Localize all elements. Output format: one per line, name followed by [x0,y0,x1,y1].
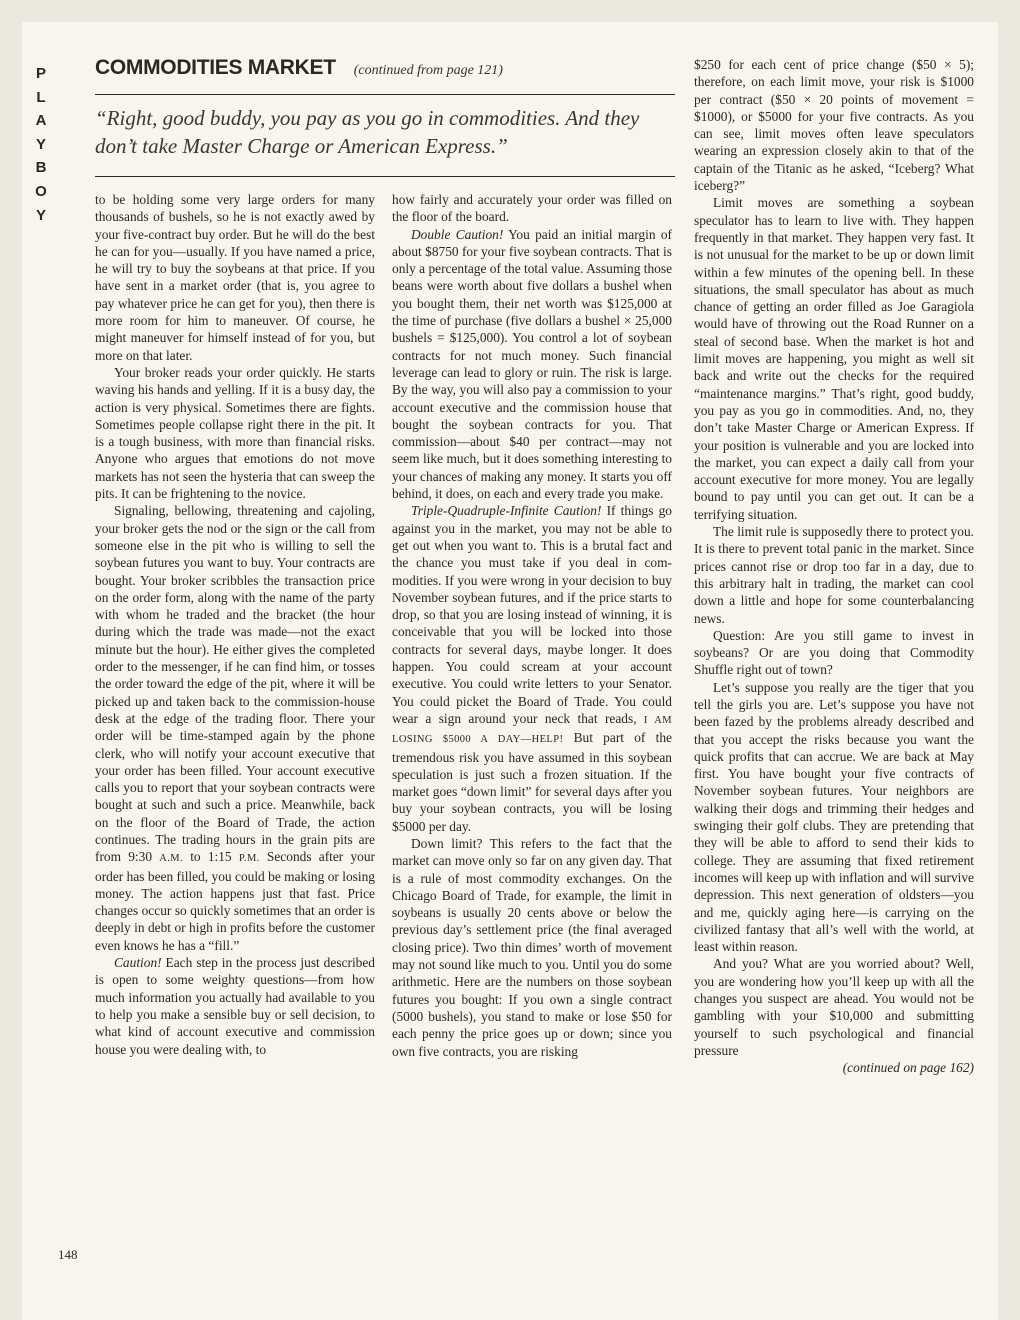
paragraph: Limit moves are something a soybean speculator has to learn to live with. They happen frequently in that market. They happen very fast. It is not unusual for the market to be up or down limit within a few minutes of the opening bell. In these situations, the small speculator has about as much chance of getting an order filled as Joe Garagiola would have of throwing out the Road Runner on a steal of second base. When the market is hot and limit moves are happening, you might as well sit back and write out the checks for the required “maintenance margins.” That’s right, good buddy, you pay as you go in commodities. And, no, they don’t take Master Charge or American Express. If your position is vulnerable and you are locked into the market, you can expect a daily call from your account executive for more money. You are legally bound to pay until you can get out. It can be a terrifying situation. [694,195,974,522]
caution-lead: Triple-Quadruple-Infinite Caution! [411,503,602,519]
paragraph [392,502,672,835]
magazine-name-letter: A [35,112,47,130]
paragraph [95,954,375,1058]
paragraph: And you? What are you worried about? Well, you are wondering how you’ll keep up with all the changes you suspect are ahead. You would not be gambling with your $10,000 and submitting yourself to such psychological and financial pressure [694,956,974,1058]
page-number: 148 [58,1247,78,1262]
time-am: A.M. [159,853,184,865]
paragraph: Down limit? This refers to the fact that the market can move only so far on any given day. That is a rule of most commodity exchanges. On the Chicago Board of Trade, for example, the limit in soybeans is usually 20 cents above or below the previous day’s settlement price (the final averaged closing price). Two thin dimes’ worth of movement may not sound like much to you. Until you do some arithmetic. Here are the numbers on those soybean futures you bought: If you own a single contract (5000 bushels), you stand to make or lose $50 for each penny the price goes up or down; since you own five contracts, you are risking [392,835,672,1059]
paragraph: how fairly and accurately your order was filled on the floor of the board. [392,192,672,225]
text-column-3 [694,56,974,1077]
paragraph: Let’s suppose you really are the tiger that you tell the girls you are. Let’s suppose you have not been fazed by the problems already described and that you accept the risks because you want the quick profits that can accrue. We are back at May first. You have bought your five contracts of November soybean futures. Your neighbors are walking their dogs and trimming their hedges and swinging their golf clubs. They are pretending that they will be able to afford to send their kids to college. They are assuming that fixed retirement incomes will keep up with inflation and will survive depression. This next generation of oldsters—you and me, quickly aging here—is carrying on the civilized fantasy that all’s well with the world, at least within reason. [694,679,974,955]
magazine-name-letter: L [36,88,46,106]
caution-lead: Double Caution! [411,226,504,242]
paragraph-text: to 1:15 [183,849,239,865]
time-pm: P.M. [238,853,260,865]
magazine-name-letter: P [35,65,46,82]
section-title: COMMODITIES MARKET [95,56,336,79]
article-header [95,56,503,80]
paragraph-text: But part of the tremendous risk you have assumed in this soybean speculation is just such a frozen situation. If the market goes “down limit” for several days after you buy your soybean contracts, you will be losing $5000 per day. [392,730,672,834]
paragraph: to be holding some very large orders for many thousands of bushels, so he is not exactly awed by your five-contract buy order. But he will do the best he can for you—usually. If you have named a price, he will try to buy the soybeans at that price. If you have sent in a market order (that is, you agree to pay whatever price he can get for you), then there is more room for him to maneuver. Of course, he might maneuver for himself instead of for you, but more on that later. [95,192,375,363]
paragraph-text: If things go against you in the market, you may not be able to get out when you want to. This is a brutal fact and the chance you must take if you deal in commodities. If you were wrong in your decision to buy November soybean futures, and if the price starts to drop, so that you are losing instead of winning, it is conceivable that you will be locked into those contracts for several days, maybe longer. It does happen. You could scream at your account executive. You could write letters to your Senator. You could picket the Board of Trade. You could wear a sign around your neck that reads, [392,503,672,726]
paragraph-text: You paid an initial margin of about $8750 for your five soybean contracts. That is only a percentage of the total value. Assuming those beans were worth about five dollars a bushel when you bought them, their net worth was $125,000 at the time of purchase (five dollars a bushel × 25,000 bushels = $125,000). You control a lot of soybean contracts for not much money. Such financial leverage can lead to glory or ruin. The risk is large. By the way, you will also pay a commission to your account executive and the commission house that bought the soybean contracts for you. That commission—about $40 per contract—may not seem like much, but it does something interesting to your chances of making any money. It starts you off behind, it does, on each and every trade you make. [392,226,673,502]
magazine-name-letter: O [35,182,47,200]
continued-on-note: (continued on page 162) [842,1060,974,1076]
sign-text: I AM LOSING $5000 A DAY—HELP! [392,714,673,746]
magazine-name-letter: Y [35,206,46,224]
text-column-2 [392,191,672,1060]
paragraph: Question: Are you still game to invest in soybeans? Or are you doing that Commodity Shuffle right out of town? [694,627,974,678]
paragraph: The limit rule is supposedly there to protect you. It is there to prevent total panic in the market. Since prices cannot rise or drop too far in a day, due to this arbitrary halt in trading, the market can cool down a little and hope for some counterbalancing news. [694,524,974,626]
bottom-divider [95,176,675,177]
continued-from-note: (continued from page 121) [353,63,503,78]
paragraph: $250 for each cent of price change ($50 × 5); therefore, on each limit move, your risk is $1000 per contract ($50 × 20 points of movement = $1000), or $5000 for your five contracts. As you can see, limit moves often leave speculators wearing an expression closely akin to that of the captain of the Titanic as he asked, “Iceberg? What iceberg?” [694,57,974,194]
text-column-1 [95,191,375,1058]
paragraph [392,226,672,503]
magazine-name-vertical [30,62,52,227]
paragraph-text: Signaling, bellowing, threatening and cajoling, your broker gets the nod or the sign or the call from someone else in the pit who is willing to sell the soybean futures you want to buy. Your contracts are bought. Your broker scribbles the transaction price on the order form, along with the name of the party with whom he traded and the bracket (the hour during which the trade was made—not the exact minute but the hour). He either gives the completed order to the messenger, if he can find him, or tosses the order toward the edge of the pit, where it will be picked up and taken back to the commission-house desk at the edge of the trading floor. There your order will be time-stamped again by the phone clerk, who will notify your account executive that your order has been filled. Your account executive calls you to report that your soybean contracts were bought at such and such a price. Meanwhile, back on the floor of the Board of Trade, the action continues. The trading hours in the grain pits are from 9:30 [95,503,375,865]
magazine-name-letter: B [35,159,47,177]
paragraph-text: Seconds after your order has been filled, you could be making or losing money. The action happens just that fast. Price changes occur so quickly sometimes that an order is deeply in debt or high in profits before the customer even knows he has a “fill.” [95,849,376,953]
paragraph: Your broker reads your order quickly. He starts waving his hands and yelling. If it is a busy day, the action is very physical. Sometimes there are fights. Sometimes people collapse right there in the pit. It is a tough business, with more than financial risks. Anyone who argues that emotions do not move markets has not seen the hysteria that can sweep the pits. It can be frightening to the novice. [95,364,375,502]
paragraph-text: Each step in the process just described is open to some weighty questions—from how much information you actually had available to you to help you make a sensible buy or sell decision, to what kind of account executive and commission house you were dealing with, to [95,955,375,1057]
caution-lead: Caution! [114,955,162,971]
paragraph [95,502,375,954]
magazine-name-letter: Y [35,135,46,153]
top-divider [95,94,675,95]
pull-quote: “Right, good buddy, you pay as you go in commodities. And they don’t take Master Charge or American Express.” [95,106,640,158]
